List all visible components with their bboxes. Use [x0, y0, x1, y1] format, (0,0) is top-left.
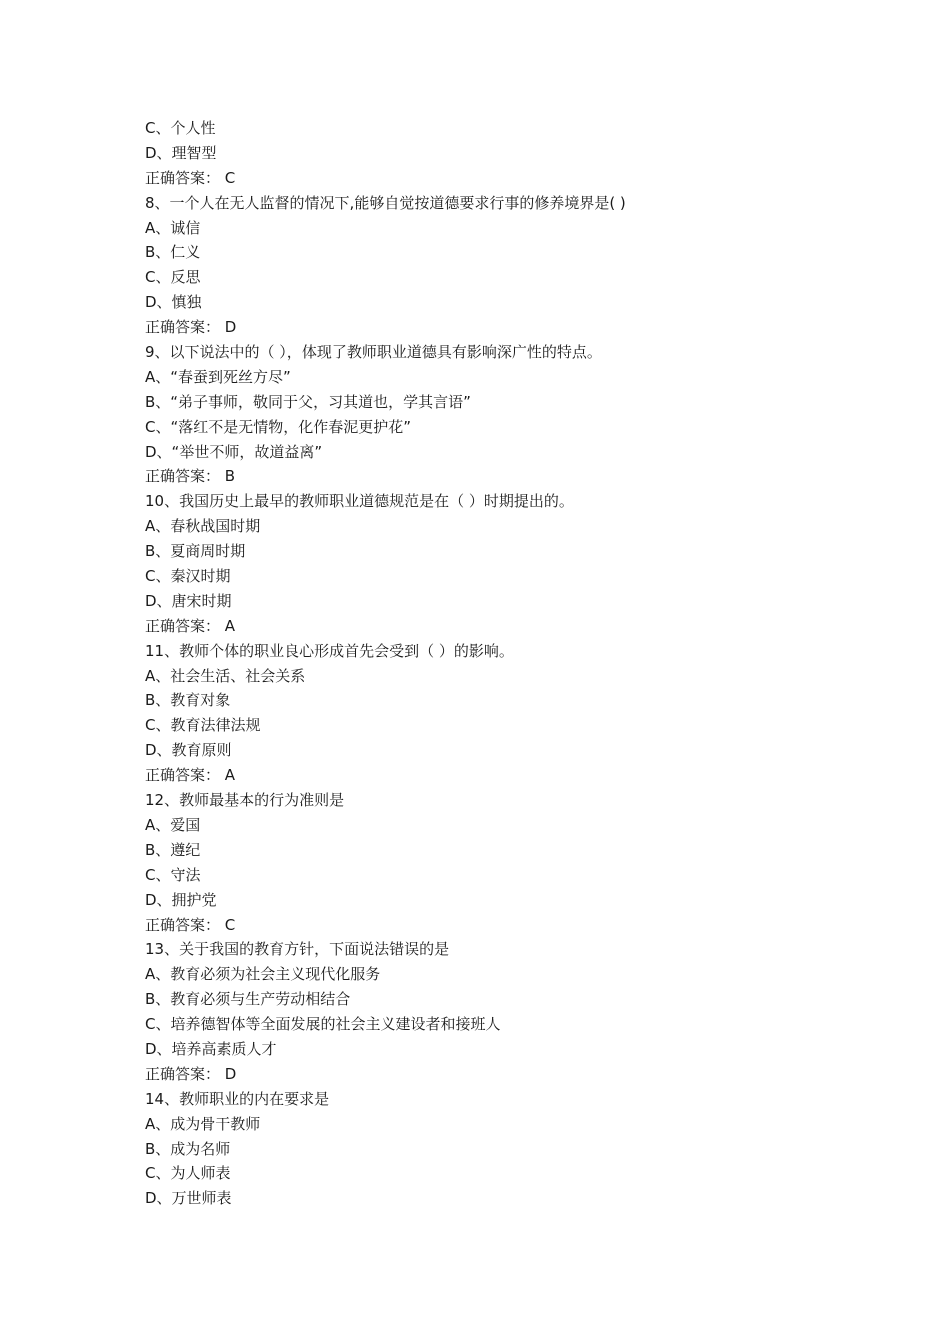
question-list — [145, 116, 845, 1211]
option-line: A、成为骨干教师 — [145, 1114, 261, 1133]
option-line: C、培养德智体等全面发展的社会主义建设者和接班人 — [145, 1015, 501, 1034]
answer-line: 正确答案： C — [145, 915, 236, 934]
option-line: B、仁义 — [145, 243, 201, 262]
option-line: B、遵纪 — [145, 840, 201, 859]
option-line: A、教育必须为社会主义现代化服务 — [145, 965, 381, 984]
question-line: 12、教师最基本的行为准则是 — [145, 791, 345, 810]
question-line: 11、教师个体的职业良心形成首先会受到（ ）的影响。 — [145, 641, 514, 660]
option-line: C、守法 — [145, 865, 201, 884]
answer-line: 正确答案： A — [145, 766, 236, 785]
option-line: D、慎独 — [145, 293, 202, 312]
option-line: C、为人师表 — [145, 1164, 231, 1183]
option-line: C、“落红不是无情物，化作春泥更护花” — [145, 417, 412, 436]
option-line: D、万世师表 — [145, 1189, 232, 1208]
question-line: 8、一个人在无人监督的情况下,能够自觉按道德要求行事的修养境界是( ) — [145, 193, 626, 212]
option-line: B、教育对象 — [145, 691, 231, 710]
option-line: D、培养高素质人才 — [145, 1039, 277, 1058]
option-line: D、唐宋时期 — [145, 591, 232, 610]
option-line: D、“举世不师，故道益离” — [145, 442, 323, 461]
option-line: A、诚信 — [145, 218, 201, 237]
answer-line: 正确答案： A — [145, 616, 236, 635]
question-line: 13、关于我国的教育方针，下面说法错误的是 — [145, 940, 450, 959]
option-line: B、“弟子事师，敬同于父，习其道也，学其言语” — [145, 392, 471, 411]
option-line: A、春秋战国时期 — [145, 517, 261, 536]
option-line: C、秦汉时期 — [145, 567, 231, 586]
option-line: D、教育原则 — [145, 741, 232, 760]
option-line: D、拥护党 — [145, 890, 217, 909]
option-line: C、反思 — [145, 268, 201, 287]
answer-line: 正确答案： D — [145, 318, 237, 337]
answer-line: 正确答案： B — [145, 467, 236, 486]
option-line: B、夏商周时期 — [145, 542, 246, 561]
question-line: 14、教师职业的内在要求是 — [145, 1089, 330, 1108]
question-line: 10、我国历史上最早的教师职业道德规范是在（ ）时期提出的。 — [145, 492, 574, 511]
option-line: B、教育必须与生产劳动相结合 — [145, 990, 351, 1009]
option-line: C、教育法律法规 — [145, 716, 261, 735]
option-line: A、爱国 — [145, 815, 201, 834]
question-line: 9、以下说法中的（ ），体现了教师职业道德具有影响深广性的特点。 — [145, 343, 602, 362]
option-line: D、理智型 — [145, 143, 217, 162]
answer-line: 正确答案： C — [145, 168, 236, 187]
answer-line: 正确答案： D — [145, 1064, 237, 1083]
option-line: C、个人性 — [145, 119, 216, 137]
option-line: A、“春蚕到死丝方尽” — [145, 367, 291, 386]
option-line: B、成为名师 — [145, 1139, 231, 1158]
option-line: A、社会生活、社会关系 — [145, 666, 306, 685]
